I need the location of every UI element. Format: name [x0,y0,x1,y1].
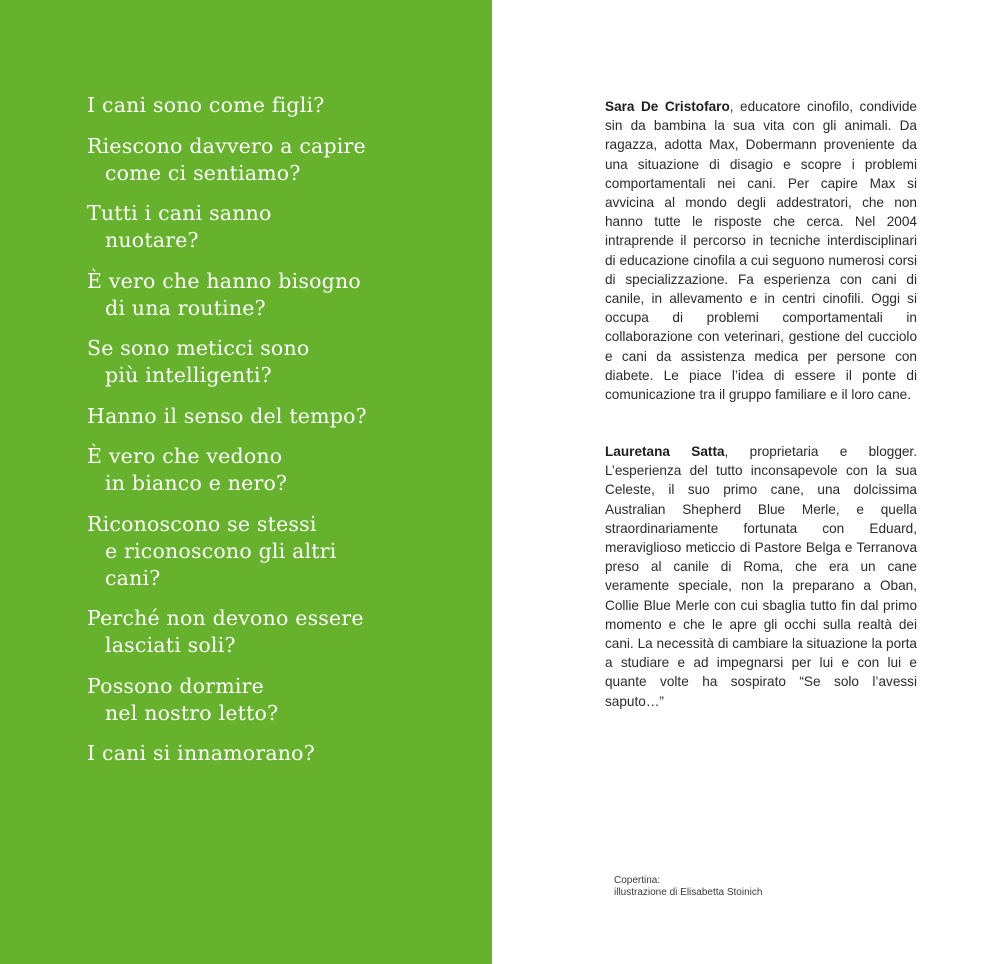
author-bio-text: , proprietaria e blogger. L’esperienza del tutto inconsapevole con la sua Celeste, il suo primo cane, una dolcissima Australian Shepherd Blue Merle, e quella straordinariamente fortunata con Eduard, meraviglioso meticcio di Pastore Belga e Terranova preso al canile di Roma, che era un cane veramente speciale, non la preparano a Oban, Collie Blue Merle con cui sbaglia tutto fin dal primo momento e che le apre gli occhi sulla realtà dei cani. La necessità di cambiare la situazione la porta a studiare e ad impegnarsi per lui e con lui e quante volte ha sospirato “Se solo l’avessi saputo…” [605,444,917,709]
question-line: lasciati soli? [105,633,236,657]
text-panel [492,0,1000,964]
question-line: Tutti i cani sanno [87,201,272,225]
question-line: più intelligenti? [105,363,272,387]
question-line: Hanno il senso del tempo? [87,403,367,428]
question-line: I cani si innamorano? [87,741,315,765]
question-item [87,605,477,659]
question-line: in bianco e nero? [105,471,288,495]
author-bio-lauretana [605,442,917,711]
author-bio-text: , educatore cinofilo, condivide sin da bambina la sua vita con gli animali. Da ragazza, adotta Max, Dobermann proveniente da una situazione di disagio e scopre i problemi comportamentali nei cani. Per capire Max si avvicina al mondo degli addestratori, che non hanno tutte le risposte che cerca. Nel 2004 intraprende il percorso in tecniche interdisciplinari di educazione cinofila a cui seguono numerosi corsi di specializzazione. Fa esperienza con cani di canile, in allevamento e in centri cinofili. Oggi si occupa di problemi comportamentali in collaborazione con veterinari, gestione del cucciolo e cani da assistenza medica per persone con diabete. Le piace l’idea di essere il ponte di comunicazione tra il gruppo familiare e il loro cane. [605,99,917,403]
question-line: Riconoscono se stessi [87,511,317,536]
question-line: e riconoscono gli altri [105,538,337,563]
question-line: come ci sentiamo? [105,160,301,185]
question-line: Se sono meticci sono [87,336,310,360]
question-line: cani? [105,565,161,590]
question-item [87,200,477,254]
question-item [87,511,477,592]
question-item [87,403,477,430]
question-line: I cani sono come figli? [87,93,325,117]
question-item [87,673,477,727]
question-line: È vero che vedono [87,444,283,468]
question-item [87,740,477,767]
credits-label: Copertina: [614,875,661,886]
question-line: È vero che hanno bisogno [87,268,361,293]
question-item [87,443,477,497]
question-item [87,335,477,389]
author-name: Sara De Cristofaro [605,99,730,114]
cover-credits [614,875,762,899]
question-line: Riescono davvero a capire [87,133,366,158]
credits-illustrator: illustrazione di Elisabetta Stoinich [614,887,763,898]
questions-list [87,92,477,781]
question-line: Perché non devono essere [87,606,364,630]
author-name: Lauretana Satta [605,444,725,459]
question-line: di una routine? [105,295,266,320]
question-item [87,92,477,119]
question-line: nuotare? [105,228,199,252]
author-bio-sara [605,97,917,404]
green-panel [0,0,492,964]
question-line: nel nostro letto? [105,700,279,725]
question-item [87,133,477,187]
question-item [87,268,477,322]
question-line: Possono dormire [87,673,264,698]
